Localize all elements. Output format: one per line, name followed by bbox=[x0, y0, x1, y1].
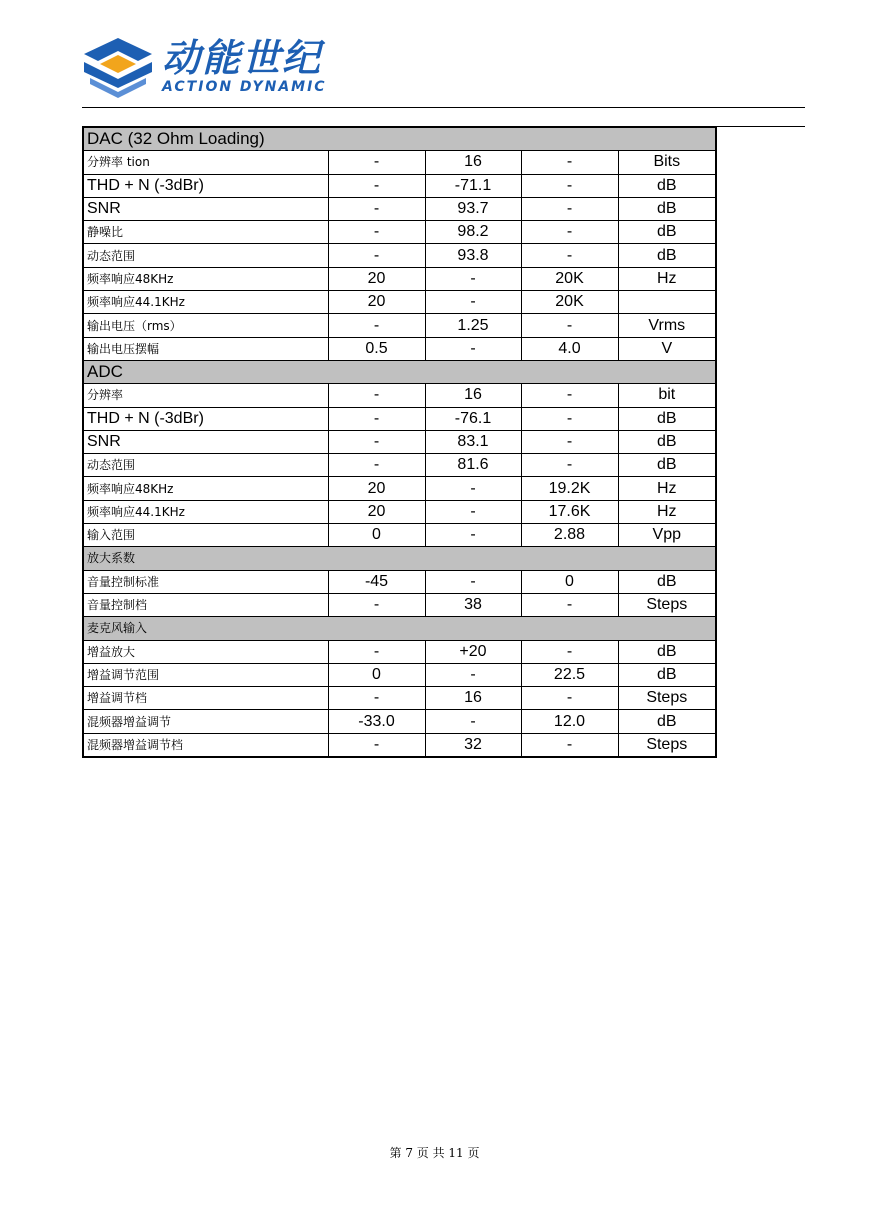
min-value-cell: - bbox=[328, 430, 425, 453]
unit-value-cell: Hz bbox=[618, 267, 716, 290]
max-value-cell: - bbox=[521, 314, 618, 337]
table-row bbox=[83, 314, 716, 337]
logo-english-text: ACTION DYNAMIC bbox=[162, 79, 327, 95]
table-row bbox=[83, 384, 716, 407]
typ-value-cell: 38 bbox=[425, 593, 521, 616]
parameter-name-cell: 输出电压（rms） bbox=[83, 314, 328, 337]
unit-value-cell: V bbox=[618, 337, 716, 360]
section-title: 麦克风输入 bbox=[83, 617, 716, 640]
max-value-cell: 20K bbox=[521, 291, 618, 314]
page-header bbox=[82, 34, 805, 108]
table-row bbox=[83, 710, 716, 733]
typ-value-cell: -71.1 bbox=[425, 174, 521, 197]
table-row bbox=[83, 407, 716, 430]
min-value-cell: 20 bbox=[328, 267, 425, 290]
min-value-cell: - bbox=[328, 640, 425, 663]
max-value-cell: - bbox=[521, 640, 618, 663]
min-value-cell: - bbox=[328, 687, 425, 710]
min-value-cell: - bbox=[328, 151, 425, 174]
typ-value-cell: -76.1 bbox=[425, 407, 521, 430]
header-divider bbox=[82, 107, 805, 108]
table-row bbox=[83, 221, 716, 244]
typ-value-cell: - bbox=[425, 663, 521, 686]
typ-value-cell: - bbox=[425, 291, 521, 314]
min-value-cell: - bbox=[328, 197, 425, 220]
max-value-cell: - bbox=[521, 407, 618, 430]
unit-value-cell: dB bbox=[618, 570, 716, 593]
parameter-name-cell: 增益调节范围 bbox=[83, 663, 328, 686]
parameter-name-cell: 动态范围 bbox=[83, 454, 328, 477]
unit-value-cell: Hz bbox=[618, 500, 716, 523]
typ-value-cell: 81.6 bbox=[425, 454, 521, 477]
min-value-cell: 20 bbox=[328, 500, 425, 523]
parameter-name-cell: 混频器增益调节档 bbox=[83, 733, 328, 757]
table-row bbox=[83, 570, 716, 593]
parameter-name-cell: 静噪比 bbox=[83, 221, 328, 244]
unit-value-cell: Vrms bbox=[618, 314, 716, 337]
max-value-cell: 22.5 bbox=[521, 663, 618, 686]
min-value-cell: - bbox=[328, 244, 425, 267]
typ-value-cell: 93.8 bbox=[425, 244, 521, 267]
min-value-cell: - bbox=[328, 314, 425, 337]
min-value-cell: 0 bbox=[328, 663, 425, 686]
table-row bbox=[83, 244, 716, 267]
unit-value-cell: dB bbox=[618, 430, 716, 453]
section-header-row bbox=[83, 127, 716, 151]
unit-value-cell: dB bbox=[618, 197, 716, 220]
logo-icon bbox=[82, 36, 154, 100]
unit-value-cell: dB bbox=[618, 244, 716, 267]
table-row bbox=[83, 733, 716, 757]
min-value-cell: - bbox=[328, 407, 425, 430]
unit-value-cell: dB bbox=[618, 407, 716, 430]
section-title: 放大系数 bbox=[83, 547, 716, 570]
min-value-cell: 20 bbox=[328, 291, 425, 314]
table-row bbox=[83, 430, 716, 453]
parameter-name-cell: 动态范围 bbox=[83, 244, 328, 267]
min-value-cell: - bbox=[328, 174, 425, 197]
parameter-name-cell: 频率响应48KHz bbox=[83, 477, 328, 500]
typ-value-cell: - bbox=[425, 337, 521, 360]
unit-value-cell: Steps bbox=[618, 687, 716, 710]
max-value-cell: - bbox=[521, 221, 618, 244]
typ-value-cell: 1.25 bbox=[425, 314, 521, 337]
max-value-cell: - bbox=[521, 733, 618, 757]
max-value-cell: 2.88 bbox=[521, 524, 618, 547]
max-value-cell: 17.6K bbox=[521, 500, 618, 523]
table-row bbox=[83, 337, 716, 360]
typ-value-cell: - bbox=[425, 524, 521, 547]
parameter-name-cell: 分辨率 tion bbox=[83, 151, 328, 174]
table-row bbox=[83, 197, 716, 220]
max-value-cell: - bbox=[521, 151, 618, 174]
unit-value-cell: Vpp bbox=[618, 524, 716, 547]
section-title: DAC (32 Ohm Loading) bbox=[83, 127, 716, 151]
min-value-cell: - bbox=[328, 733, 425, 757]
max-value-cell: - bbox=[521, 384, 618, 407]
max-value-cell: 20K bbox=[521, 267, 618, 290]
max-value-cell: 0 bbox=[521, 570, 618, 593]
parameter-name-cell: SNR bbox=[83, 197, 328, 220]
unit-value-cell: dB bbox=[618, 174, 716, 197]
min-value-cell: 0.5 bbox=[328, 337, 425, 360]
parameter-name-cell: 输入范围 bbox=[83, 524, 328, 547]
section-header-row bbox=[83, 617, 716, 640]
table-row bbox=[83, 500, 716, 523]
table-row bbox=[83, 477, 716, 500]
max-value-cell: - bbox=[521, 687, 618, 710]
min-value-cell: - bbox=[328, 593, 425, 616]
table-row bbox=[83, 663, 716, 686]
table-row bbox=[83, 267, 716, 290]
min-value-cell: -33.0 bbox=[328, 710, 425, 733]
unit-value-cell: bit bbox=[618, 384, 716, 407]
unit-value-cell: dB bbox=[618, 710, 716, 733]
section-title: ADC bbox=[83, 360, 716, 383]
table-row bbox=[83, 640, 716, 663]
table-row bbox=[83, 151, 716, 174]
parameter-name-cell: 音量控制标准 bbox=[83, 570, 328, 593]
table-row bbox=[83, 454, 716, 477]
parameter-name-cell: THD + N (-3dBr) bbox=[83, 174, 328, 197]
typ-value-cell: 16 bbox=[425, 687, 521, 710]
min-value-cell: 0 bbox=[328, 524, 425, 547]
parameter-name-cell: THD + N (-3dBr) bbox=[83, 407, 328, 430]
typ-value-cell: 32 bbox=[425, 733, 521, 757]
parameter-name-cell: SNR bbox=[83, 430, 328, 453]
unit-value-cell: dB bbox=[618, 221, 716, 244]
unit-value-cell: Bits bbox=[618, 151, 716, 174]
typ-value-cell: 16 bbox=[425, 151, 521, 174]
unit-value-cell: dB bbox=[618, 640, 716, 663]
max-value-cell: - bbox=[521, 430, 618, 453]
max-value-cell: - bbox=[521, 244, 618, 267]
min-value-cell: 20 bbox=[328, 477, 425, 500]
unit-value-cell bbox=[618, 291, 716, 314]
table-row bbox=[83, 174, 716, 197]
unit-value-cell: Hz bbox=[618, 477, 716, 500]
max-value-cell: - bbox=[521, 197, 618, 220]
min-value-cell: -45 bbox=[328, 570, 425, 593]
table-row bbox=[83, 524, 716, 547]
table-row bbox=[83, 687, 716, 710]
section-header-row bbox=[83, 360, 716, 383]
parameter-name-cell: 频率响应48KHz bbox=[83, 267, 328, 290]
typ-value-cell: 93.7 bbox=[425, 197, 521, 220]
logo-chinese-text: 动能世纪 bbox=[162, 36, 323, 80]
typ-value-cell: 83.1 bbox=[425, 430, 521, 453]
min-value-cell: - bbox=[328, 454, 425, 477]
min-value-cell: - bbox=[328, 221, 425, 244]
section-header-row bbox=[83, 547, 716, 570]
typ-value-cell: - bbox=[425, 710, 521, 733]
typ-value-cell: - bbox=[425, 570, 521, 593]
typ-value-cell: +20 bbox=[425, 640, 521, 663]
typ-value-cell: - bbox=[425, 477, 521, 500]
max-value-cell: - bbox=[521, 593, 618, 616]
parameter-name-cell: 增益调节档 bbox=[83, 687, 328, 710]
parameter-name-cell: 频率响应44.1KHz bbox=[83, 291, 328, 314]
parameter-name-cell: 输出电压摆幅 bbox=[83, 337, 328, 360]
parameter-name-cell: 混频器增益调节 bbox=[83, 710, 328, 733]
typ-value-cell: 16 bbox=[425, 384, 521, 407]
parameter-name-cell: 分辨率 bbox=[83, 384, 328, 407]
table-row bbox=[83, 593, 716, 616]
unit-value-cell: dB bbox=[618, 663, 716, 686]
unit-value-cell: Steps bbox=[618, 733, 716, 757]
max-value-cell: - bbox=[521, 174, 618, 197]
parameter-name-cell: 增益放大 bbox=[83, 640, 328, 663]
typ-value-cell: - bbox=[425, 267, 521, 290]
table-row bbox=[83, 291, 716, 314]
spec-table bbox=[82, 126, 717, 758]
page-footer: 第 7 页 共 11 页 bbox=[389, 1146, 480, 1160]
unit-value-cell: Steps bbox=[618, 593, 716, 616]
parameter-name-cell: 音量控制档 bbox=[83, 593, 328, 616]
min-value-cell: - bbox=[328, 384, 425, 407]
max-value-cell: 19.2K bbox=[521, 477, 618, 500]
unit-value-cell: dB bbox=[618, 454, 716, 477]
typ-value-cell: 98.2 bbox=[425, 221, 521, 244]
side-divider bbox=[716, 126, 805, 127]
typ-value-cell: - bbox=[425, 500, 521, 523]
max-value-cell: 12.0 bbox=[521, 710, 618, 733]
max-value-cell: - bbox=[521, 454, 618, 477]
max-value-cell: 4.0 bbox=[521, 337, 618, 360]
parameter-name-cell: 频率响应44.1KHz bbox=[83, 500, 328, 523]
